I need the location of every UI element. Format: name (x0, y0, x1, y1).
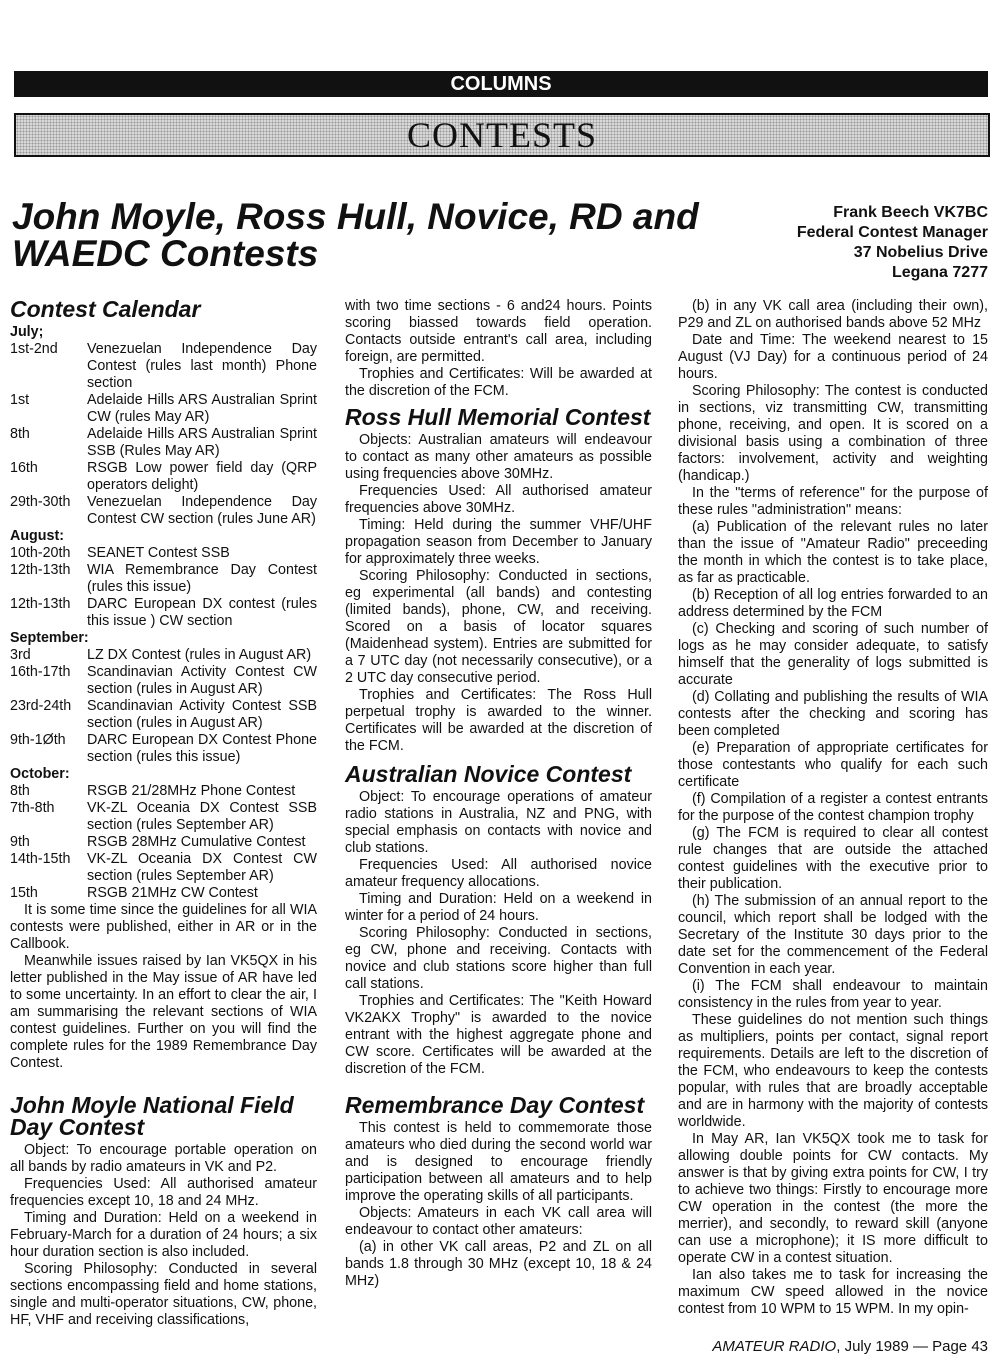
calendar-event: Adelaide Hills ARS Australian Sprint CW (rules May AR) (87, 392, 317, 425)
calendar-date: 10th-20th (10, 545, 71, 561)
article-title: John Moyle, Ross Hull, Novice, RD and WAEDC Contests (12, 196, 699, 274)
calendar-date: 15th (10, 885, 38, 901)
calendar-row (10, 596, 317, 630)
moyle-heading: John Moyle National Field Day Contest (10, 1092, 294, 1140)
calendar-date: 16th-17th (10, 664, 71, 680)
calendar-heading: Contest Calendar (10, 296, 201, 322)
calendar-row (10, 834, 317, 851)
rosshull-paragraph: Objects: Australian amateurs will endeavour to contact as many other amateurs as possible using frequencies above 30MHz. (345, 432, 652, 482)
novice-paragraph: Frequencies Used: All authorised novice amateur frequency allocations. (345, 857, 652, 890)
column-1 (10, 298, 317, 1329)
moyle-paragraph: Timing and Duration: Held on a weekend in February-March for a duration of 24 hours; a six hour duration section is also included. (10, 1210, 317, 1260)
calendar-event: RSGB 28MHz Cumulative Contest (87, 834, 306, 850)
remembrance-paragraph: (d) Collating and publishing the results of WIA contests after the checking and scoring has been completed (678, 689, 988, 739)
author-block (797, 203, 988, 283)
calendar-event: VK-ZL Oceania DX Contest SSB section (rules September AR) (87, 800, 317, 833)
calendar-event: LZ DX Contest (rules in August AR) (87, 647, 312, 663)
calendar-event: DARC European DX contest (rules this issue ) CW section (87, 596, 317, 629)
calendar-event: Adelaide Hills ARS Australian Sprint SSB (Rules May AR) (87, 426, 317, 459)
novice-paragraph: Object: To encourage operations of amateur radio stations in Australia, NZ and PNG, with special emphasis on contacts with novice and club stations. (345, 789, 652, 856)
calendar-row (10, 664, 317, 698)
calendar-date: 7th-8th (10, 800, 55, 816)
intro-paragraph: Meanwhile issues raised by Ian VK5QX in his letter published in the May issue of AR have led to some uncertainty. In an effort to clear the air, I am summarising the relevant sections of WIA contest guidelines. Further on you will find the complete rules for the 1989 Remembrance Day Contest. (10, 953, 317, 1071)
calendar-date: 12th-13th (10, 562, 71, 578)
calendar-date: 1st-2nd (10, 341, 58, 357)
calendar-date: 8th (10, 426, 30, 442)
calendar-event: Scandinavian Activity Contest SSB section (rules in August AR) (87, 698, 317, 731)
contests-banner: CONTESTS (14, 113, 990, 157)
moyle-paragraph: Frequencies Used: All authorised amateur frequencies except 10, 18 and 24 MHz. (10, 1176, 317, 1209)
remembrance-paragraph: (b) in any VK call area (including their own), P29 and ZL on authorised bands above 52 MHz (678, 298, 988, 331)
author-role: Federal Contest Manager (796, 224, 988, 241)
calendar-event: Venezuelan Independence Day Contest (rules last month) Phone section (87, 341, 317, 391)
calendar-row (10, 494, 317, 528)
calendar-event: VK-ZL Oceania DX Contest CW section (rules September AR) (87, 851, 317, 884)
remembrance-paragraph: In the "terms of reference" for the purpose of these rules "administration" means: (678, 485, 988, 518)
remembrance-paragraph: (f) Compilation of a register a contest entrants for the purpose of the contest champion trophy (678, 791, 988, 824)
calendar-row (10, 426, 317, 460)
calendar-date: 9th (10, 834, 30, 850)
calendar-event: RSGB Low power field day (QRP operators delight) (87, 460, 317, 493)
calendar-date: 14th-15th (10, 851, 71, 867)
calendar-row (10, 392, 317, 426)
remembrance-paragraph: (g) The FCM is required to clear all contest rule changes that are outside the attached contest guidelines with the executive prior to their publication. (678, 825, 988, 892)
calendar-row (10, 341, 317, 392)
novice-paragraph: Timing and Duration: Held on a weekend in winter for a period of 24 hours. (345, 891, 652, 924)
calendar-row (10, 647, 317, 664)
moyle-paragraph: with two time sections - 6 and24 hours. Points scoring biassed towards field operation. Contacts outside entrant's call area, including foreign, are permitted. (345, 298, 652, 365)
remembrance-paragraph: (a) Publication of the relevant rules no later than the issue of "Amateur Radio" preceeding the month in which the contest is to take place, as far as practicable. (678, 519, 988, 586)
calendar-event: SEANET Contest SSB (87, 545, 230, 561)
rosshull-paragraph: Scoring Philosophy: Conducted in sections, eg experimental (all bands) and contesting (limited bands), phone, CW, and receiving. Scored on a basis of locator squares (Maidenhead system). Entries are submitted for a 7 UTC day (not necessarily consecutive), or a 2 UTC day consecutive period. (345, 568, 652, 686)
calendar-month: August: (10, 528, 64, 544)
calendar-date: 29th-30th (10, 494, 71, 510)
remembrance-paragraph: (a) in other VK call areas, P2 and ZL on all bands 1.8 through 30 MHz (except 10, 18 & 24 MHz) (345, 1239, 652, 1289)
remembrance-paragraph: (e) Preparation of appropriate certificates for those contestants who qualify for each such certificate (678, 740, 988, 790)
remembrance-heading: Remembrance Day Contest (345, 1092, 645, 1118)
rosshull-heading: Ross Hull Memorial Contest (345, 404, 651, 430)
calendar-event: RSGB 21/28MHz Phone Contest (87, 783, 296, 799)
author-town: Legana 7277 (891, 264, 988, 281)
issue-page: , July 1989 — Page 43 (836, 1338, 988, 1355)
intro-paragraph: It is some time since the guidelines for all WIA contests were published, either in AR or in the Callbook. (10, 902, 317, 952)
rosshull-paragraph: Frequencies Used: All authorised amateur frequencies above 30MHz. (345, 483, 652, 516)
contest-calendar (10, 324, 317, 902)
calendar-row (10, 545, 317, 562)
calendar-row (10, 851, 317, 885)
column-2 (345, 298, 652, 1290)
remembrance-paragraph: Date and Time: The weekend nearest to 15 August (VJ Day) for a continuous period of 24 hours. (678, 332, 988, 382)
moyle-paragraph: Trophies and Certificates: Will be awarded at the discretion of the FCM. (345, 366, 652, 399)
calendar-date: 12th-13th (10, 596, 71, 612)
remembrance-paragraph: This contest is held to commemorate those amateurs who died during the second world war and is designed to encourage friendly participation between all amateurs and to help improve the operating skills of all participants. (345, 1120, 652, 1204)
calendar-date: 3rd (10, 647, 31, 663)
rosshull-paragraph: Trophies and Certificates: The Ross Hull perpetual trophy is awarded to the winner. Certificates will be awarded at the discretion of the FCM. (345, 687, 652, 754)
remembrance-paragraph: Scoring Philosophy: The contest is conducted in sections, viz transmitting CW, transmitting phone, receiving, and open. It is scored on a divisional basis using a combination of three factors: involvement, activity and weighting (handicap.) (678, 383, 988, 484)
calendar-event: WIA Remembrance Day Contest (rules this issue) (87, 562, 317, 595)
author-street: 37 Nobelius Drive (853, 244, 988, 261)
calendar-date: 23rd-24th (10, 698, 72, 714)
remembrance-paragraph: (h) The submission of an annual report to the council, which report shall be lodged with the Secretary of the Institute 30 days prior to the date set for the commencement of the Federal Convention in each year. (678, 893, 988, 977)
calendar-event: Venezuelan Independence Day Contest CW section (rules June AR) (87, 494, 317, 527)
calendar-row (10, 885, 317, 902)
remembrance-paragraph: Objects: Amateurs in each VK call area will endeavour to contact other amateurs: (345, 1205, 652, 1238)
calendar-month: July; (10, 324, 44, 340)
calendar-date: 1st (10, 392, 30, 408)
remembrance-paragraph: (c) Checking and scoring of such number of logs as he may consider adequate, to satisfy himself that the generality of logs submitted is accurate (678, 621, 988, 688)
calendar-row (10, 783, 317, 800)
calendar-row (10, 698, 317, 732)
remembrance-paragraph: In May AR, Ian VK5QX took me to task for allowing double points for CW contacts. My answer is that by giving extra points for CW, I try to achieve two things: Firstly to encourage more CW operation in the contest (the more the merrier), and secondly, to reward skill (anyone can use a microphone); it IS more difficult to operate CW in a contest situation. (678, 1131, 988, 1266)
calendar-row (10, 562, 317, 596)
remembrance-paragraph: (b) Reception of all log entries forwarded to an address determined by the FCM (678, 587, 988, 620)
novice-heading: Australian Novice Contest (345, 761, 632, 787)
moyle-paragraph: Scoring Philosophy: Conducted in several sections encompassing field and home stations, single and multi-operator situations, CW, phone, HF, VHF and receiving classifications, (10, 1261, 317, 1328)
moyle-paragraph: Object: To encourage portable operation on all bands by radio amateurs in VK and P2. (10, 1142, 317, 1175)
calendar-date: 9th-1Øth (10, 732, 66, 748)
calendar-date: 16th (10, 460, 38, 476)
novice-paragraph: Scoring Philosophy: Conducted in sections, eg CW, phone and receiving. Contacts with novice and club stations score higher than full call stations. (345, 925, 652, 992)
rosshull-paragraph: Timing: Held during the summer VHF/UHF propagation season from December to January for approximately three weeks. (345, 517, 652, 567)
magazine-name: AMATEUR RADIO (712, 1338, 837, 1355)
calendar-row (10, 460, 317, 494)
calendar-event: DARC European DX Contest Phone section (rules this issue) (87, 732, 317, 765)
calendar-row (10, 800, 317, 834)
remembrance-paragraph: These guidelines do not mention such things as multipliers, points per contact, signal report requirements. Details are left to the discretion of the FCM, who endeavours to keep the contests popular, with rules that are broadly acceptable and are in harmony with the majority of contests worldwide. (678, 1012, 988, 1130)
columns-banner: COLUMNS (14, 71, 988, 97)
calendar-event: Scandinavian Activity Contest CW section (rules in August AR) (87, 664, 317, 697)
author-name: Frank Beech VK7BC (833, 204, 988, 221)
remembrance-paragraph: (i) The FCM shall endeavour to maintain consistency in the rules from year to year. (678, 978, 988, 1011)
calendar-month: October: (10, 766, 70, 782)
calendar-month: September: (10, 630, 89, 646)
remembrance-paragraph: Ian also takes me to task for increasing the maximum CW speed allowed in the novice contest from 10 WPM to 15 WPM. In my opin- (678, 1267, 988, 1317)
column-3 (678, 298, 988, 1318)
novice-paragraph: Trophies and Certificates: The "Keith Howard VK2AKX Trophy" is awarded to the novice entrant with the highest aggregate phone and CW score. Certificates will be awarded at the discretion of the FCM. (345, 993, 652, 1077)
calendar-row (10, 732, 317, 766)
page-footer (712, 1338, 988, 1355)
calendar-event: RSGB 21MHz CW Contest (87, 885, 258, 901)
calendar-date: 8th (10, 783, 30, 799)
